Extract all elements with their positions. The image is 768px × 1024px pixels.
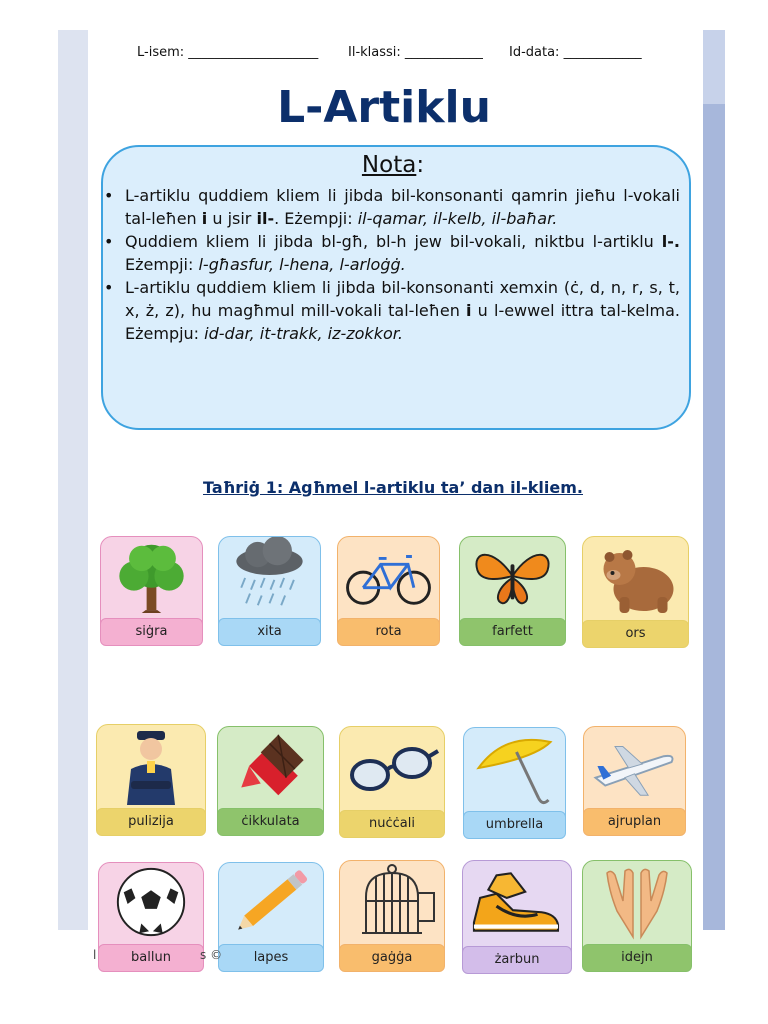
card-label: farfett (459, 618, 566, 646)
footer-copyright: s © (200, 948, 223, 962)
soccer-ball-icon (99, 863, 203, 941)
card-label: gaġġa (339, 944, 445, 972)
rule-examples: id-dar, it-trakk, iz-zokkor. (204, 324, 403, 343)
bullet: • (104, 186, 114, 205)
rain-cloud-icon (219, 537, 320, 615)
rules-list (104, 184, 680, 345)
umbrella-icon (464, 728, 565, 808)
birdcage-icon (340, 861, 444, 941)
exercise-title: Taħriġ 1: Agħmel l-artiklu ta’ dan il-kliem. (203, 478, 583, 497)
chocolate-icon (218, 727, 323, 805)
bullet: • (104, 232, 114, 251)
rule-text: Eżempji: (125, 255, 199, 274)
note-heading (0, 152, 768, 178)
rule-text: u jsir (207, 209, 257, 228)
card-label: idejn (582, 944, 692, 972)
card-label: rota (337, 618, 440, 646)
police-officer-icon (97, 725, 205, 805)
card-label: ballun (98, 944, 204, 972)
card-label: żarbun (462, 946, 572, 974)
butterfly-icon (460, 537, 565, 615)
card-label: lapes (218, 944, 324, 972)
date-field[interactable]: Id-data: ____________ (509, 45, 642, 60)
rule-bold: l-. (661, 232, 680, 251)
rule-examples: il-qamar, il-kelb, il-baħar. (357, 209, 558, 228)
tree-icon (101, 537, 202, 615)
class-field[interactable]: Il-klassi: ____________ (348, 45, 483, 60)
pencil-icon (219, 863, 323, 941)
rule-bold: i (201, 209, 208, 228)
card-label: siġra (100, 618, 203, 646)
rule-text: u l-ewwel ittra tal-kelma. Eżempju: (125, 301, 681, 343)
name-field[interactable]: L-isem: ____________________ (137, 45, 319, 60)
page-title: L-Artiklu (277, 82, 491, 133)
rule-text: Quddiem kliem li jibda bl-għ, bl-h jew bil-vokali, niktbu l-artiklu (125, 232, 662, 251)
hands-icon (583, 861, 691, 941)
bullet: • (104, 278, 114, 297)
glasses-icon (340, 727, 444, 807)
bear-icon (583, 537, 688, 617)
card-label: ċikkulata (217, 808, 324, 836)
note-heading-text: Nota (361, 152, 417, 178)
sneakers-icon (463, 861, 571, 943)
note-heading-colon: : (416, 152, 425, 178)
card-label: ajruplan (583, 808, 686, 836)
rule-text: L-artiklu quddiem kliem li jibda bil-konsonanti xemxin (ċ, d, n, r, s, t, x, ż, z), hu magħmul mill-vokali tal-leħen (125, 278, 680, 320)
card-label: nuċċali (339, 810, 445, 838)
airplane-icon (584, 727, 685, 805)
rule-item (104, 230, 680, 276)
card-label: ors (582, 620, 689, 648)
rule-item (104, 276, 680, 345)
card-label: pulizija (96, 808, 206, 836)
rule-text: L-artiklu quddiem kliem li jibda bil-konsonanti qamrin jieħu l-vokali tal-leħen (125, 186, 680, 228)
bicycle-icon (338, 537, 439, 615)
rule-text: . Eżempji: (274, 209, 358, 228)
card-label: umbrella (463, 811, 566, 839)
card-label: xita (218, 618, 321, 646)
rule-item (104, 184, 680, 230)
rule-bold: i (466, 301, 472, 320)
footer-left-text: l (93, 948, 97, 962)
rule-examples: l-għasfur, l-hena, l-arloġġ. (198, 255, 406, 274)
rule-bold: il- (256, 209, 275, 228)
